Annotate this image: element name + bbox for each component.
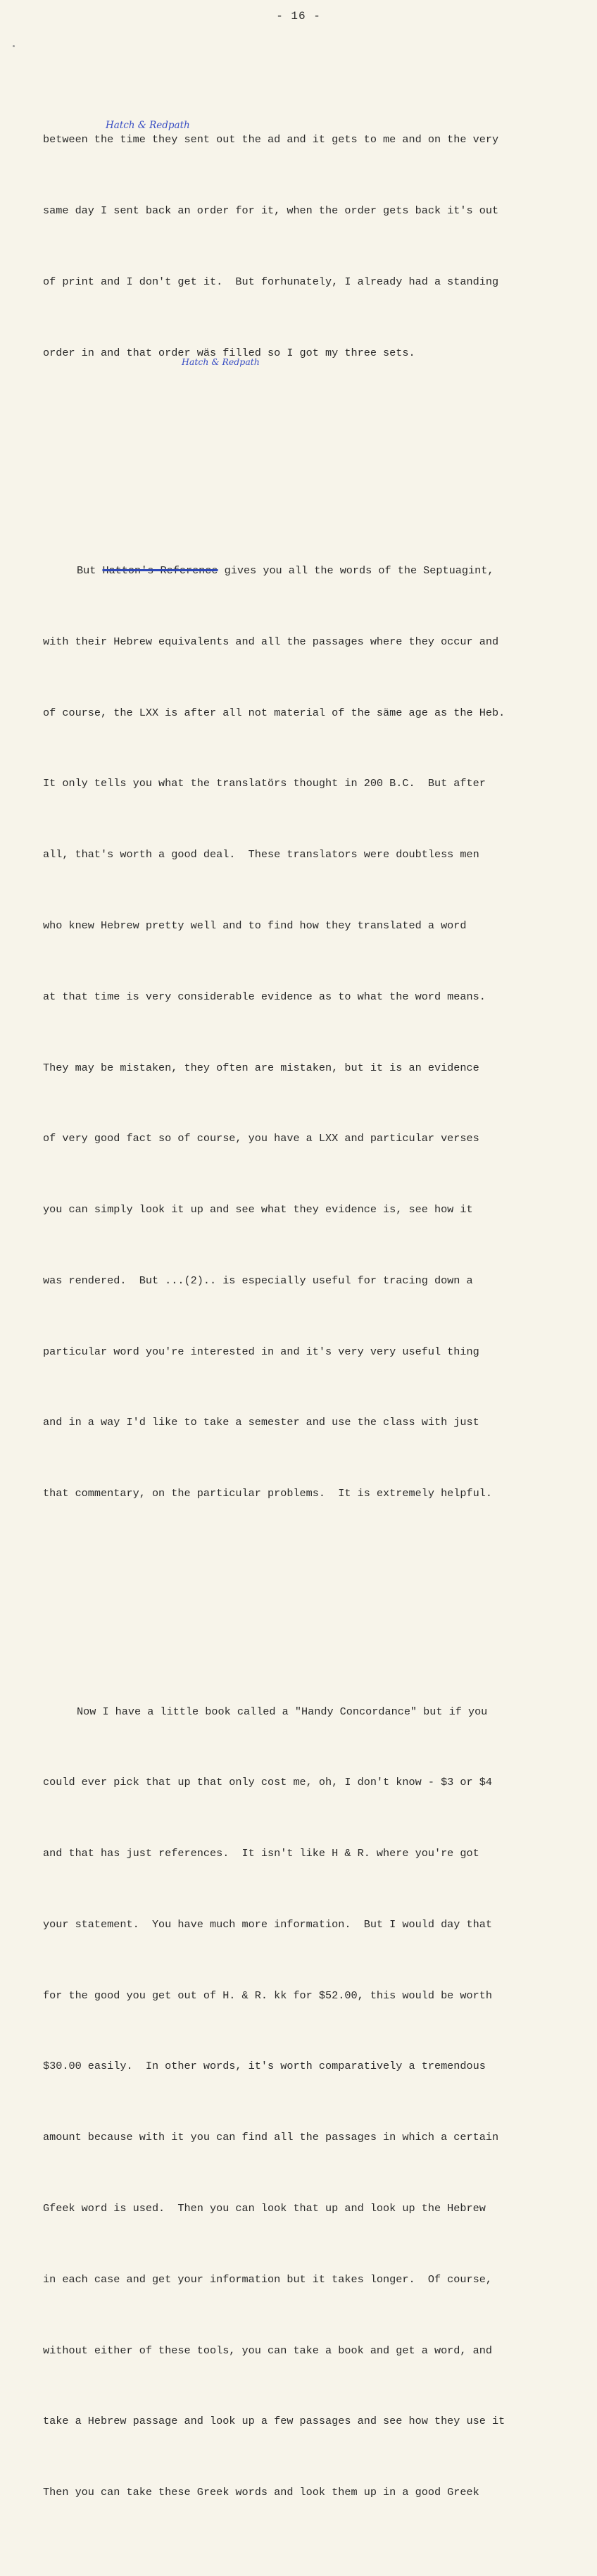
text-line: of course, the LXX is after all not material of the säme age as the Heb. <box>43 706 505 719</box>
text-line: particular word you're interested in and it's very very useful thing <box>43 1345 479 1358</box>
text-line: your statement. You have much more information. But I would day that <box>43 1917 492 1931</box>
text-line: Now I have a little book called a "Handy Concordance" but if you <box>77 1705 488 1718</box>
text-line: and in a way I'd like to take a semester and use the class with just <box>43 1416 479 1429</box>
text-line: Then you can take these Greek words and look them up in a good Greek <box>43 2486 479 2499</box>
text-line: and that has just references. It isn't like H & R. where you're got <box>43 1847 479 1860</box>
text-line: at that time is very considerable evidence as to what the word means. <box>43 990 486 1003</box>
text-line: Gfeek word is used. Then you can look that up and look up the Hebrew <box>43 2202 486 2215</box>
text-line: They may be mistaken, they often are mistaken, but it is an evidence <box>43 1061 479 1074</box>
handwritten-annotation: Hatch & Redpath <box>106 120 190 131</box>
text-line: order in and that order wäs filled so I got my three sets. <box>43 346 415 359</box>
text-line: of very good fact so of course, you have a LXX and particular verses <box>43 1132 479 1145</box>
document-body <box>43 34 557 2576</box>
text-line: all, that's worth a good deal. These translators were doubtless men <box>43 848 479 861</box>
text-line: amount because with it you can find all the passages in which a certain <box>43 2131 499 2144</box>
handwritten-annotation: Hatch & Redpath <box>182 356 260 367</box>
page-number: - 16 - <box>276 10 321 23</box>
text-line: without either of these tools, you can take a book and get a word, and <box>43 2344 492 2357</box>
text-line: $30.00 easily. In other words, it's worth comparatively a tremendous <box>43 2060 486 2073</box>
text-line: between the time they sent out the ad and it gets to me and on the very <box>43 133 499 147</box>
text-line: take a Hebrew passage and look up a few passages and see how they use it <box>43 2415 505 2428</box>
text-line: with their Hebrew equivalents and all the passages where they occur and <box>43 635 499 648</box>
text-line: It only tells you what the translatörs thought in 200 B.C. But after <box>43 777 486 790</box>
text-line: was rendered. But ...(2).. is especially useful for tracing down a <box>43 1274 473 1287</box>
text-line: who knew Hebrew pretty well and to find how they translated a word <box>43 919 467 932</box>
text-line: same day I sent back an order for it, when the order gets back it's out <box>43 204 499 218</box>
text-line-with-correction: But Hatton's Reference gives you all the words of the Septuagint, <box>77 564 494 578</box>
text-line: of print and I don't get it. But forhunately, I already had a standing <box>43 275 499 288</box>
text-line: in each case and get your information but it takes longer. Of course, <box>43 2272 492 2286</box>
text-line: could ever pick that up that only cost me, oh, I don't know - $3 or $4 <box>43 1776 492 1789</box>
paragraph-2 <box>43 512 557 1553</box>
text-line: you can simply look it up and see what they evidence is, see how it <box>43 1203 473 1217</box>
paragraph-3 <box>43 1653 557 2552</box>
text-line: for the good you get out of H. & R. kk for $52.00, this would be worth <box>43 1989 492 2002</box>
struck-out-text: Hatton's Reference <box>102 564 218 578</box>
text-line: that commentary, on the particular problems. It is extremely helpful. <box>43 1487 492 1500</box>
paper-speck <box>13 45 15 47</box>
